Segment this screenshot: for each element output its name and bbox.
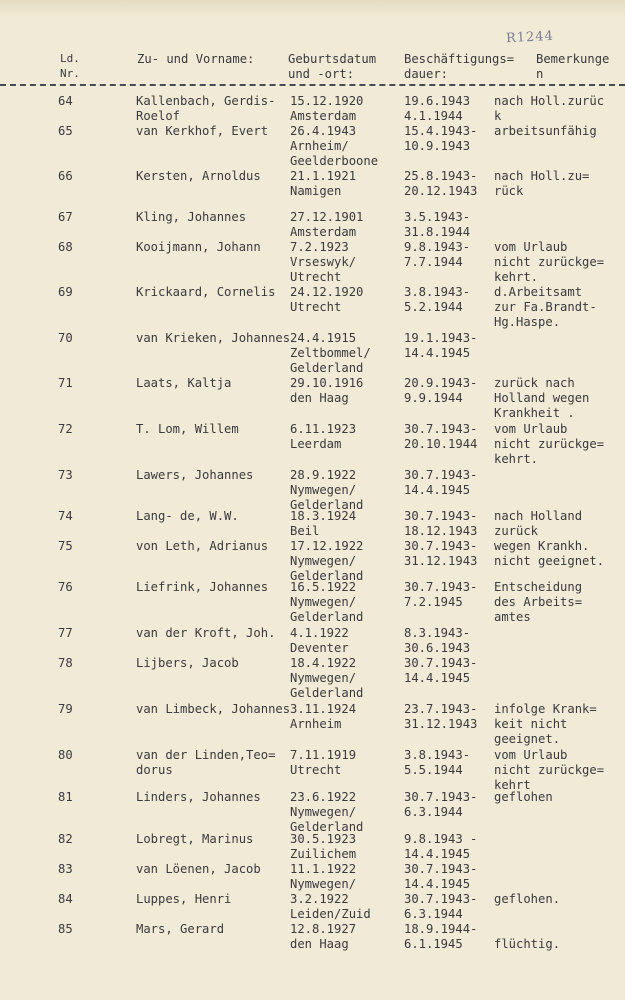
row-number: 81 xyxy=(58,790,73,804)
remarks: d.Arbeitsamt zur Fa.Brandt- Hg.Haspe. xyxy=(494,285,597,329)
person-name: Kallenbach, Gerdis- Roelof xyxy=(136,94,276,123)
remarks: arbeitsunfähig xyxy=(494,124,597,138)
birth-date-place: 3.2.1922 Leiden/Zuid xyxy=(290,892,371,921)
employment-period: 9.8.1943 - 14.4.1945 xyxy=(404,832,478,861)
birth-date-place: 4.1.1922 Deventer xyxy=(290,626,349,655)
row-number: 76 xyxy=(58,580,73,594)
table-row xyxy=(0,790,625,832)
employment-period: 15.4.1943- 10.9.1943 xyxy=(404,124,478,153)
person-name: Lawers, Johannes xyxy=(136,468,254,482)
row-number: 82 xyxy=(58,832,73,846)
employment-period: 18.9.1944- 6.1.1945 xyxy=(404,922,478,951)
header-name: Zu- und Vorname: xyxy=(137,52,255,66)
employment-period: 20.9.1943- 9.9.1944 xyxy=(404,376,478,405)
table-row xyxy=(0,892,625,922)
birth-date-place: 18.4.1922 Nymwegen/ Gelderland xyxy=(290,656,364,700)
birth-date-place: 6.11.1923 Leerdam xyxy=(290,422,357,451)
birth-date-place: 7.11.1919 Utrecht xyxy=(290,748,357,777)
employment-period: 30.7.1943- 31.12.1943 xyxy=(404,539,478,568)
table-row xyxy=(0,656,625,702)
person-name: Lang- de, W.W. xyxy=(136,509,239,523)
row-number: 80 xyxy=(58,748,73,762)
row-number: 66 xyxy=(58,169,73,183)
header-birth: Geburtsdatum und -ort: xyxy=(288,52,377,81)
person-name: Kooijmann, Johann xyxy=(136,240,261,254)
remarks: geflohen xyxy=(494,790,553,804)
remarks: vom Urlaub nicht zurückge= kehrt. xyxy=(494,240,605,284)
row-number: 79 xyxy=(58,702,73,716)
employment-period: 3.8.1943- 5.2.1944 xyxy=(404,285,471,314)
row-number: 68 xyxy=(58,240,73,254)
table-row xyxy=(0,240,625,285)
employment-period: 9.8.1943- 7.7.1944 xyxy=(404,240,471,269)
row-number: 67 xyxy=(58,210,73,224)
table-row xyxy=(0,210,625,240)
employment-period: 30.7.1943- 6.3.1944 xyxy=(404,790,478,819)
remarks: infolge Krank= keit nicht geeignet. xyxy=(494,702,597,746)
table-row xyxy=(0,580,625,626)
birth-date-place: 29.10.1916 den Haag xyxy=(290,376,364,405)
employment-period: 30.7.1943- 14.4.1945 xyxy=(404,862,478,891)
person-name: T. Lom, Willem xyxy=(136,422,239,436)
table-row xyxy=(0,468,625,512)
remarks: vom Urlaub nicht zurückge= kehrt. xyxy=(494,422,605,466)
birth-date-place: 16.5.1922 Nymwegen/ Gelderland xyxy=(290,580,364,624)
employment-period: 23.7.1943- 31.12.1943 xyxy=(404,702,478,731)
table-row xyxy=(0,862,625,892)
table-row xyxy=(0,331,625,376)
row-number: 74 xyxy=(58,509,73,523)
table-row xyxy=(0,285,625,331)
birth-date-place: 23.6.1922 Nymwegen/ Gelderland xyxy=(290,790,364,834)
row-number: 83 xyxy=(58,862,73,876)
employment-period: 30.7.1943- 18.12.1943 xyxy=(404,509,478,538)
birth-date-place: 7.2.1923 Vrseswyk/ Utrecht xyxy=(290,240,357,284)
person-name: Linders, Johannes xyxy=(136,790,261,804)
birth-date-place: 15.12.1920 Amsterdam xyxy=(290,94,364,123)
row-number: 75 xyxy=(58,539,73,553)
remarks: flüchtig. xyxy=(494,937,561,951)
person-name: Mars, Gerard xyxy=(136,922,225,936)
table-row xyxy=(0,509,625,539)
birth-date-place: 17.12.1922 Nymwegen/ Gelderland xyxy=(290,539,364,583)
employment-period: 3.8.1943- 5.5.1944 xyxy=(404,748,471,777)
person-name: Lobregt, Marinus xyxy=(136,832,254,846)
table-row xyxy=(0,94,625,124)
birth-date-place: 12.8.1927 den Haag xyxy=(290,922,357,951)
birth-date-place: 11.1.1922 Nymwegen/ xyxy=(290,862,357,891)
table-row xyxy=(0,832,625,862)
archive-reference-mark: R1244 xyxy=(505,28,555,47)
table-row xyxy=(0,922,625,952)
table-row xyxy=(0,702,625,748)
remarks: nach Holl.zurüc k xyxy=(494,94,605,123)
record-list xyxy=(0,94,625,952)
row-number: 73 xyxy=(58,468,73,482)
employment-period: 30.7.1943- 20.10.1944 xyxy=(404,422,478,451)
row-number: 64 xyxy=(58,94,73,108)
employment-period: 19.1.1943- 14.4.1945 xyxy=(404,331,478,360)
person-name: Kling, Johannes xyxy=(136,210,247,224)
remarks: nach Holl.zu= rück xyxy=(494,169,590,198)
table-row xyxy=(0,124,625,169)
person-name: van Krieken, Johannes xyxy=(136,331,291,345)
header-remarks: Bemerkunge n xyxy=(536,52,610,81)
birth-date-place: 18.3.1924 Beil xyxy=(290,509,357,538)
person-name: Liefrink, Johannes xyxy=(136,580,269,594)
remarks: zurück nach Holland wegen Krankheit . xyxy=(494,376,590,420)
employment-period: 3.5.1943- 31.8.1944 xyxy=(404,210,471,239)
row-number: 65 xyxy=(58,124,73,138)
header-nr: Ld. Nr. xyxy=(60,52,80,80)
birth-date-place: 24.12.1920 Utrecht xyxy=(290,285,364,314)
person-name: von Leth, Adrianus xyxy=(136,539,269,553)
birth-date-place: 24.4.1915 Zeltbommel/ Gelderland xyxy=(290,331,371,375)
birth-date-place: 28.9.1922 Nymwegen/ Gelderland xyxy=(290,468,364,512)
table-row xyxy=(0,376,625,422)
person-name: Luppes, Henri xyxy=(136,892,232,906)
table-row xyxy=(0,169,625,210)
row-number: 77 xyxy=(58,626,73,640)
person-name: van der Kroft, Joh. xyxy=(136,626,276,640)
remarks: Entscheidung des Arbeits= amtes xyxy=(494,580,583,624)
person-name: Lijbers, Jacob xyxy=(136,656,239,670)
person-name: Krickaard, Cornelis xyxy=(136,285,276,299)
remarks: geflohen. xyxy=(494,892,561,906)
row-number: 84 xyxy=(58,892,73,906)
row-number: 72 xyxy=(58,422,73,436)
birth-date-place: 21.1.1921 Namigen xyxy=(290,169,357,198)
table-row xyxy=(0,422,625,468)
employment-period: 30.7.1943- 6.3.1944 xyxy=(404,892,478,921)
table-row xyxy=(0,539,625,583)
person-name: van Löenen, Jacob xyxy=(136,862,261,876)
row-number: 69 xyxy=(58,285,73,299)
paper-edge xyxy=(0,0,625,18)
employment-period: 30.7.1943- 14.4.1945 xyxy=(404,468,478,497)
row-number: 78 xyxy=(58,656,73,670)
employment-period: 19.6.1943 4.1.1944 xyxy=(404,94,471,123)
employment-period: 25.8.1943- 20.12.1943 xyxy=(404,169,478,198)
remarks: wegen Krankh. nicht geeignet. xyxy=(494,539,605,568)
employment-period: 8.3.1943- 30.6.1943 xyxy=(404,626,471,655)
birth-date-place: 27.12.1901 Amsterdam xyxy=(290,210,364,239)
employment-period: 30.7.1943- 7.2.1945 xyxy=(404,580,478,609)
birth-date-place: 26.4.1943 Arnheim/ Geelderboone xyxy=(290,124,379,168)
row-number: 85 xyxy=(58,922,73,936)
person-name: van Limbeck, Johannes xyxy=(136,702,291,716)
remarks: nach Holland zurück xyxy=(494,509,583,538)
table-row xyxy=(0,748,625,790)
remarks: vom Urlaub nicht zurückge= kehrt xyxy=(494,748,605,792)
header-divider xyxy=(0,84,625,86)
table-row xyxy=(0,626,625,656)
row-number: 70 xyxy=(58,331,73,345)
person-name: Kersten, Arnoldus xyxy=(136,169,261,183)
header-employment: Beschäftigungs= dauer: xyxy=(404,52,515,81)
person-name: Laats, Kaltja xyxy=(136,376,232,390)
birth-date-place: 30.5.1923 Zuilichem xyxy=(290,832,357,861)
person-name: van der Linden,Teo= dorus xyxy=(136,748,276,777)
person-name: van Kerkhof, Evert xyxy=(136,124,269,138)
employment-period: 30.7.1943- 14.4.1945 xyxy=(404,656,478,685)
row-number: 71 xyxy=(58,376,73,390)
birth-date-place: 3.11.1924 Arnheim xyxy=(290,702,357,731)
